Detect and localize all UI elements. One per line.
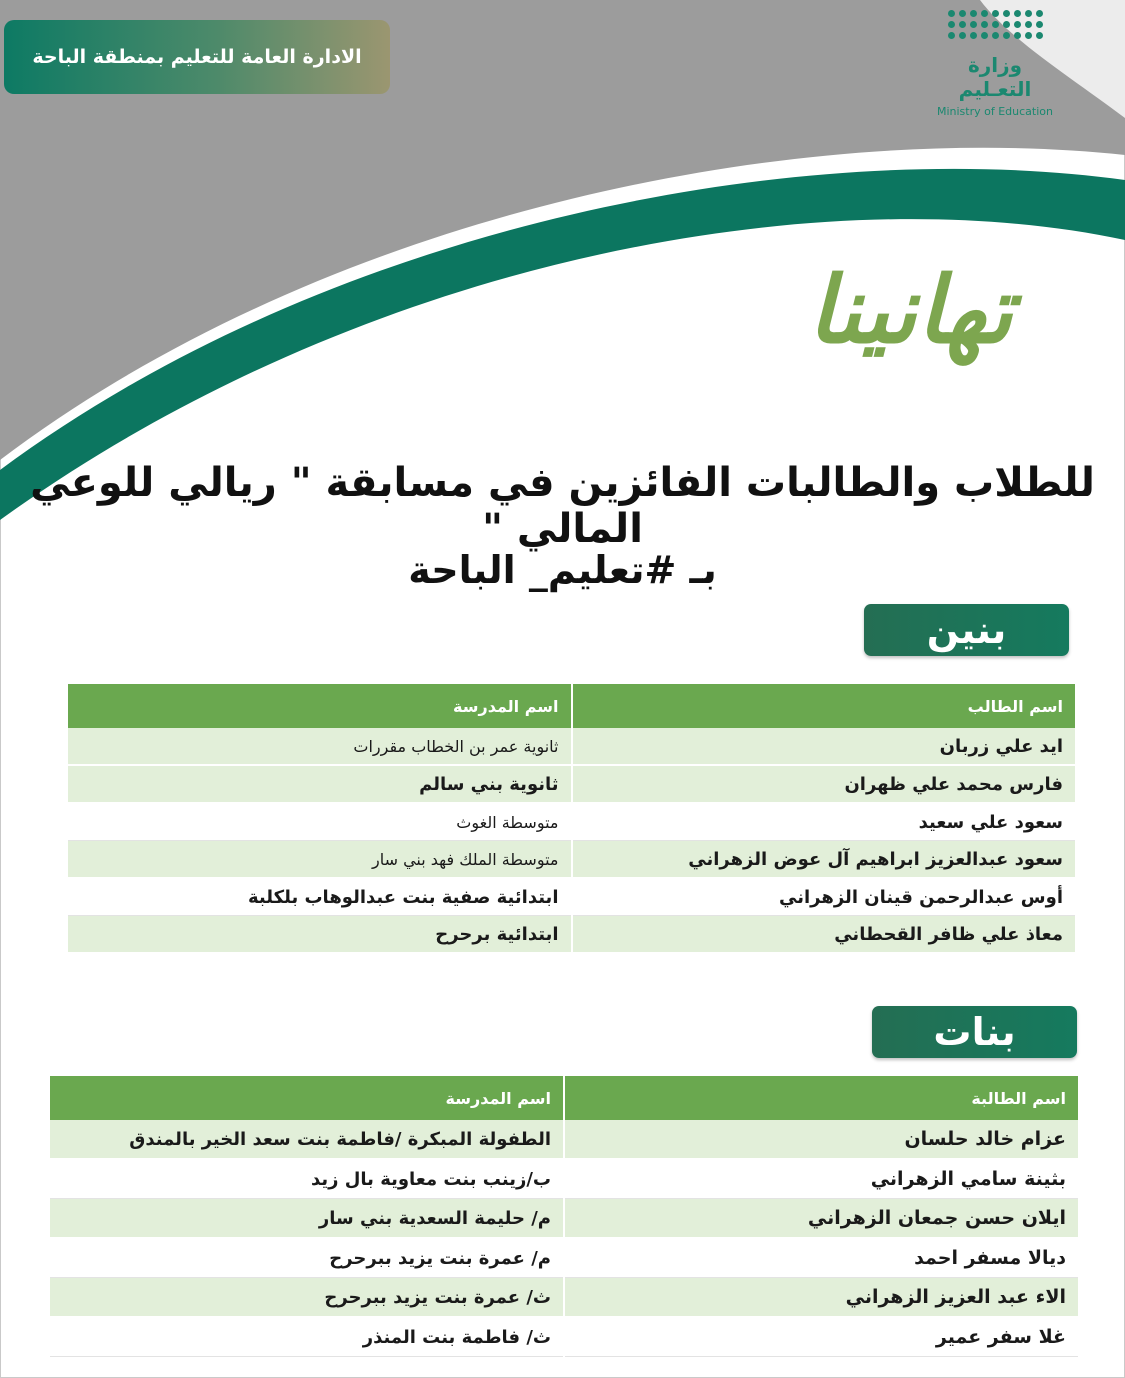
column-header-student: اسم الطالبة bbox=[564, 1076, 1078, 1120]
table-row bbox=[68, 765, 1075, 803]
boys-winners-table bbox=[68, 684, 1075, 954]
school-name: ثانوية عمر بن الخطاب مقررات bbox=[68, 728, 572, 765]
table-row bbox=[50, 1317, 1078, 1357]
announcement-hashtag-line: بـ #تعليم_ الباحة bbox=[408, 548, 717, 592]
table-row bbox=[50, 1199, 1078, 1239]
column-header-student: اسم الطالب bbox=[572, 684, 1076, 728]
column-header-school: اسم المدرسة bbox=[68, 684, 572, 728]
school-name: ابتدائية صفية بنت عبدالوهاب بلكلبة bbox=[68, 878, 572, 916]
student-name: سعود عبدالعزيز ابراهيم آل عوض الزهراني bbox=[572, 841, 1076, 879]
table-row bbox=[68, 878, 1075, 916]
table-header-row bbox=[68, 684, 1075, 728]
column-header-school: اسم المدرسة bbox=[50, 1076, 564, 1120]
student-name: غلا سفر عمير bbox=[564, 1317, 1078, 1357]
congratulations-calligraphy: تهانينا bbox=[807, 256, 1013, 364]
ministry-logo bbox=[935, 4, 1055, 134]
table-row bbox=[50, 1159, 1078, 1199]
table-header-row bbox=[50, 1076, 1078, 1120]
student-name: بثينة سامي الزهراني bbox=[564, 1159, 1078, 1199]
ministry-logo-dots-icon bbox=[945, 10, 1045, 39]
student-name: سعود علي سعيد bbox=[572, 803, 1076, 841]
student-name: أوس عبدالرحمن قينان الزهراني bbox=[572, 878, 1076, 916]
table-row bbox=[68, 728, 1075, 765]
table-row bbox=[68, 916, 1075, 954]
student-name: ايلان حسن جمعان الزهراني bbox=[564, 1199, 1078, 1239]
school-name: ث/ عمرة بنت يزيد ببرحرح bbox=[50, 1278, 564, 1318]
school-name: متوسطة الملك فهد بني سار bbox=[68, 841, 572, 879]
student-name: الاء عبد العزيز الزهراني bbox=[564, 1278, 1078, 1318]
student-name: معاذ علي ظافر القحطاني bbox=[572, 916, 1076, 954]
ministry-name-arabic: وزارة التعـليم bbox=[958, 53, 1032, 101]
table-row bbox=[68, 803, 1075, 841]
student-name: فارس محمد علي ظهران bbox=[572, 765, 1076, 803]
school-name: م/ عمرة بنت يزيد ببرحرح bbox=[50, 1238, 564, 1278]
table-row bbox=[50, 1120, 1078, 1159]
school-name: ب/زينب بنت معاوية بال زيد bbox=[50, 1159, 564, 1199]
school-name: ثانوية بني سالم bbox=[68, 765, 572, 803]
school-name: الطفولة المبكرة /فاطمة بنت سعد الخير بالمندق bbox=[50, 1120, 564, 1159]
education-office-banner: الادارة العامة للتعليم بمنطقة الباحة bbox=[4, 20, 390, 94]
student-name: عزام خالد حلسان bbox=[564, 1120, 1078, 1159]
table-row bbox=[50, 1278, 1078, 1318]
school-name: م/ حليمة السعدية بني سار bbox=[50, 1199, 564, 1239]
student-name: ديالا مسفر احمد bbox=[564, 1238, 1078, 1278]
school-name: ث/ فاطمة بنت المنذر bbox=[50, 1317, 564, 1357]
girls-section-label: بنات bbox=[872, 1006, 1077, 1058]
ministry-name-english: Ministry of Education bbox=[936, 105, 1053, 118]
school-name: ابتدائية برحرح bbox=[68, 916, 572, 954]
school-name: متوسطة الغوث bbox=[68, 803, 572, 841]
table-row bbox=[50, 1238, 1078, 1278]
announcement-headline: للطلاب والطالبات الفائزين في مسابقة " ريالي للوعي المالي " bbox=[30, 460, 1095, 552]
boys-section-label: بنين bbox=[864, 604, 1069, 656]
table-row bbox=[68, 841, 1075, 879]
student-name: ايد علي زربان bbox=[572, 728, 1076, 765]
girls-winners-table bbox=[50, 1076, 1078, 1357]
